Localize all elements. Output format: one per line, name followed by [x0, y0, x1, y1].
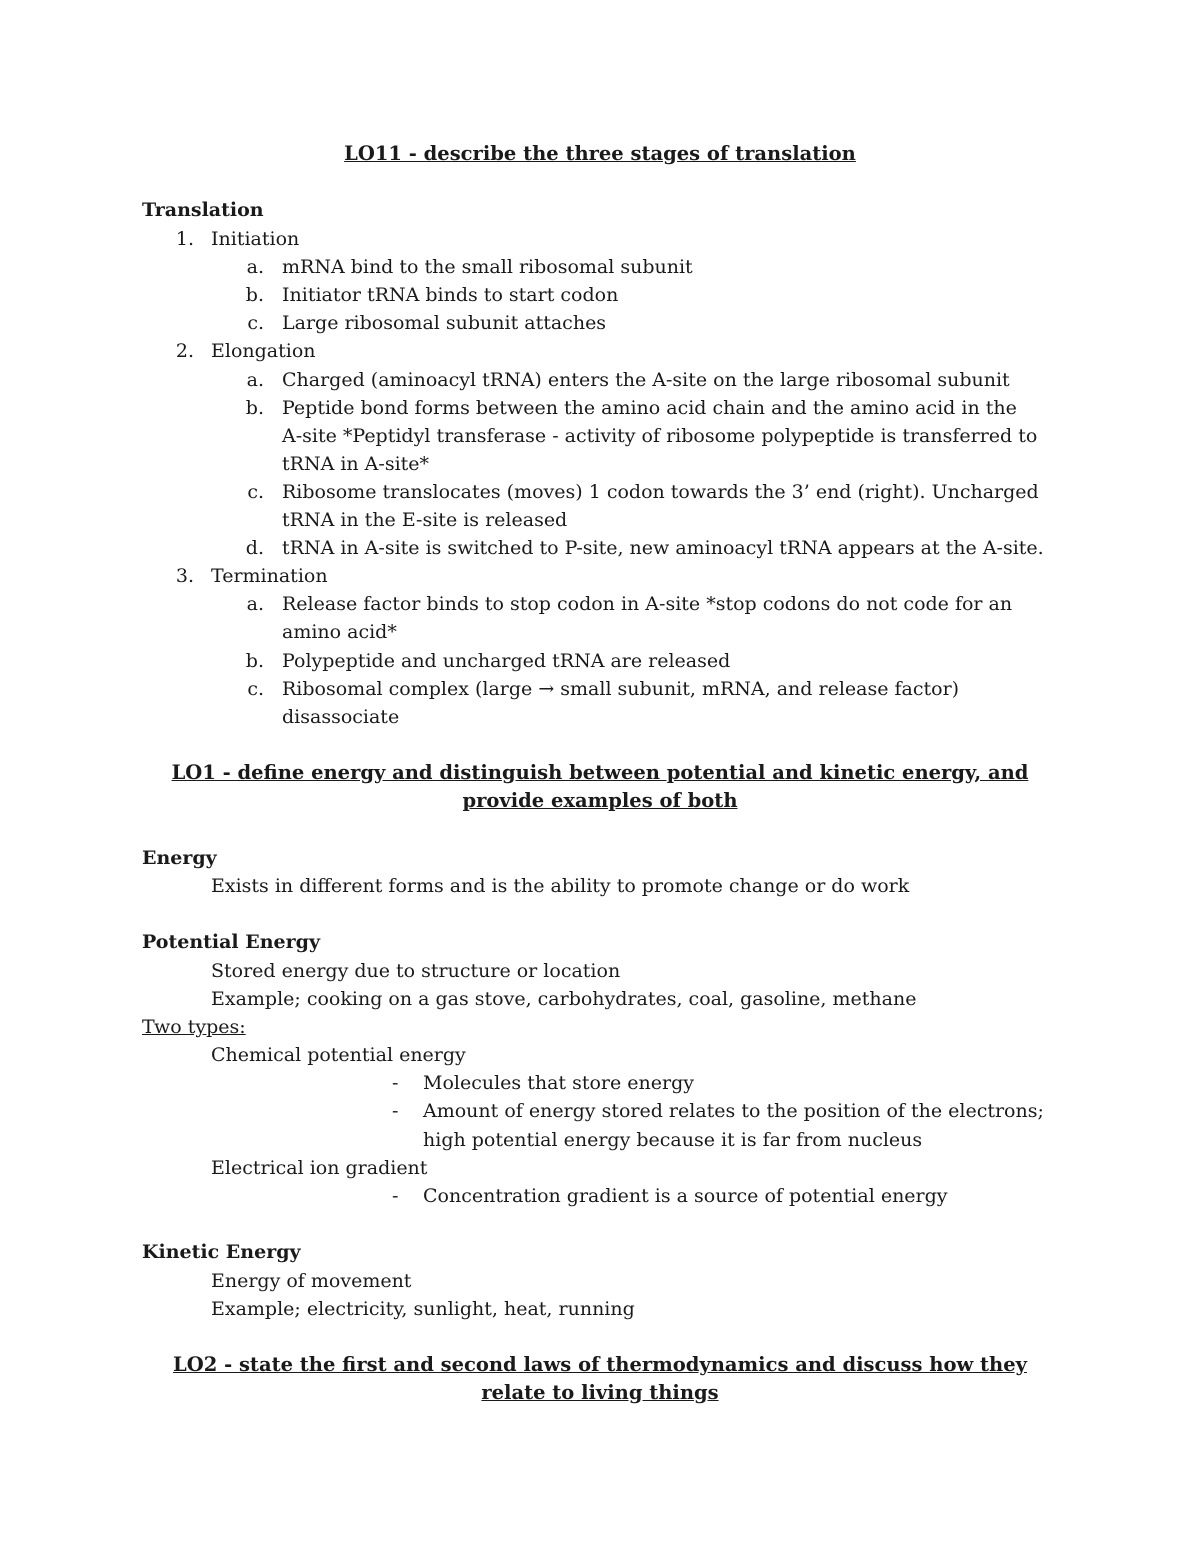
item-letter: d.: [245, 537, 264, 559]
lo2-title-line1: LO2 - state the first and second laws of thermodynamics and discuss how they: [173, 1353, 1027, 1376]
item-letter: c.: [247, 678, 264, 700]
electrical-ion-gradient-label: Electrical ion gradient: [211, 1157, 428, 1179]
list-item-continuation: tRNA in A-site*: [282, 453, 430, 475]
list-item: Ribosome translocates (moves) 1 codon towards the 3’ end (right). Uncharged: [282, 481, 1039, 503]
list-item-continuation: amino acid*: [282, 621, 397, 643]
lo2-title-line2: relate to living things: [481, 1381, 719, 1404]
item-letter: c.: [247, 481, 264, 503]
two-types-label: Two types:: [142, 1016, 246, 1038]
list-item: Peptide bond forms between the amino acid chain and the amino acid in the: [282, 397, 1017, 419]
stage-number: 2.: [175, 340, 194, 362]
stage-name: Initiation: [211, 228, 300, 250]
list-item: Charged (aminoacyl tRNA) enters the A-site on the large ribosomal subunit: [282, 369, 1010, 391]
list-item: Ribosomal complex (large → small subunit, mRNA, and release factor): [282, 678, 960, 700]
bullet-dash: -: [392, 1072, 399, 1094]
lo11-title: LO11 - describe the three stages of translation: [344, 142, 856, 165]
item-letter: a.: [246, 593, 264, 615]
chemical-potential-label: Chemical potential energy: [211, 1044, 466, 1066]
stage-name: Elongation: [211, 340, 316, 362]
kinetic-energy-heading: Kinetic Energy: [142, 1241, 301, 1263]
bullet-point: Concentration gradient is a source of potential energy: [423, 1185, 948, 1207]
stage-number: 1.: [175, 228, 194, 250]
list-item-continuation: disassociate: [282, 706, 400, 728]
bullet-point: Amount of energy stored relates to the position of the electrons;: [423, 1100, 1044, 1122]
list-item: Large ribosomal subunit attaches: [282, 312, 607, 334]
lo1-title-line2: provide examples of both: [462, 789, 738, 812]
bullet-dash: -: [392, 1185, 399, 1207]
kinetic-energy-example: Example; electricity, sunlight, heat, running: [211, 1298, 635, 1320]
lo1-title-line1: LO1 - define energy and distinguish between potential and kinetic energy, and: [171, 761, 1029, 784]
stage-number: 3.: [175, 565, 194, 587]
list-item-continuation: A-site *Peptidyl transferase - activity of ribosome polypeptide is transferred to: [282, 425, 1038, 447]
item-letter: b.: [245, 284, 264, 306]
item-letter: c.: [247, 312, 264, 334]
bullet-point-continuation: high potential energy because it is far from nucleus: [423, 1129, 923, 1151]
list-item: Release factor binds to stop codon in A-site *stop codons do not code for an: [282, 593, 1013, 615]
potential-energy-definition: Stored energy due to structure or location: [211, 960, 621, 982]
item-letter: a.: [246, 369, 264, 391]
list-item: tRNA in A-site is switched to P-site, new aminoacyl tRNA appears at the A-site.: [282, 537, 1044, 559]
bullet-point: Molecules that store energy: [423, 1072, 694, 1094]
list-item: Polypeptide and uncharged tRNA are released: [282, 650, 731, 672]
bullet-dash: -: [392, 1100, 399, 1122]
list-item: Initiator tRNA binds to start codon: [282, 284, 619, 306]
potential-energy-example: Example; cooking on a gas stove, carbohydrates, coal, gasoline, methane: [211, 988, 917, 1010]
potential-energy-heading: Potential Energy: [142, 931, 320, 953]
stage-name: Termination: [211, 565, 328, 587]
item-letter: b.: [245, 650, 264, 672]
translation-heading: Translation: [142, 199, 264, 221]
energy-heading: Energy: [142, 847, 217, 869]
list-item-continuation: tRNA in the E-site is released: [282, 509, 568, 531]
list-item: mRNA bind to the small ribosomal subunit: [282, 256, 693, 278]
item-letter: b.: [245, 397, 264, 419]
kinetic-energy-definition: Energy of movement: [211, 1270, 412, 1292]
energy-definition: Exists in different forms and is the ability to promote change or do work: [211, 875, 910, 897]
item-letter: a.: [246, 256, 264, 278]
